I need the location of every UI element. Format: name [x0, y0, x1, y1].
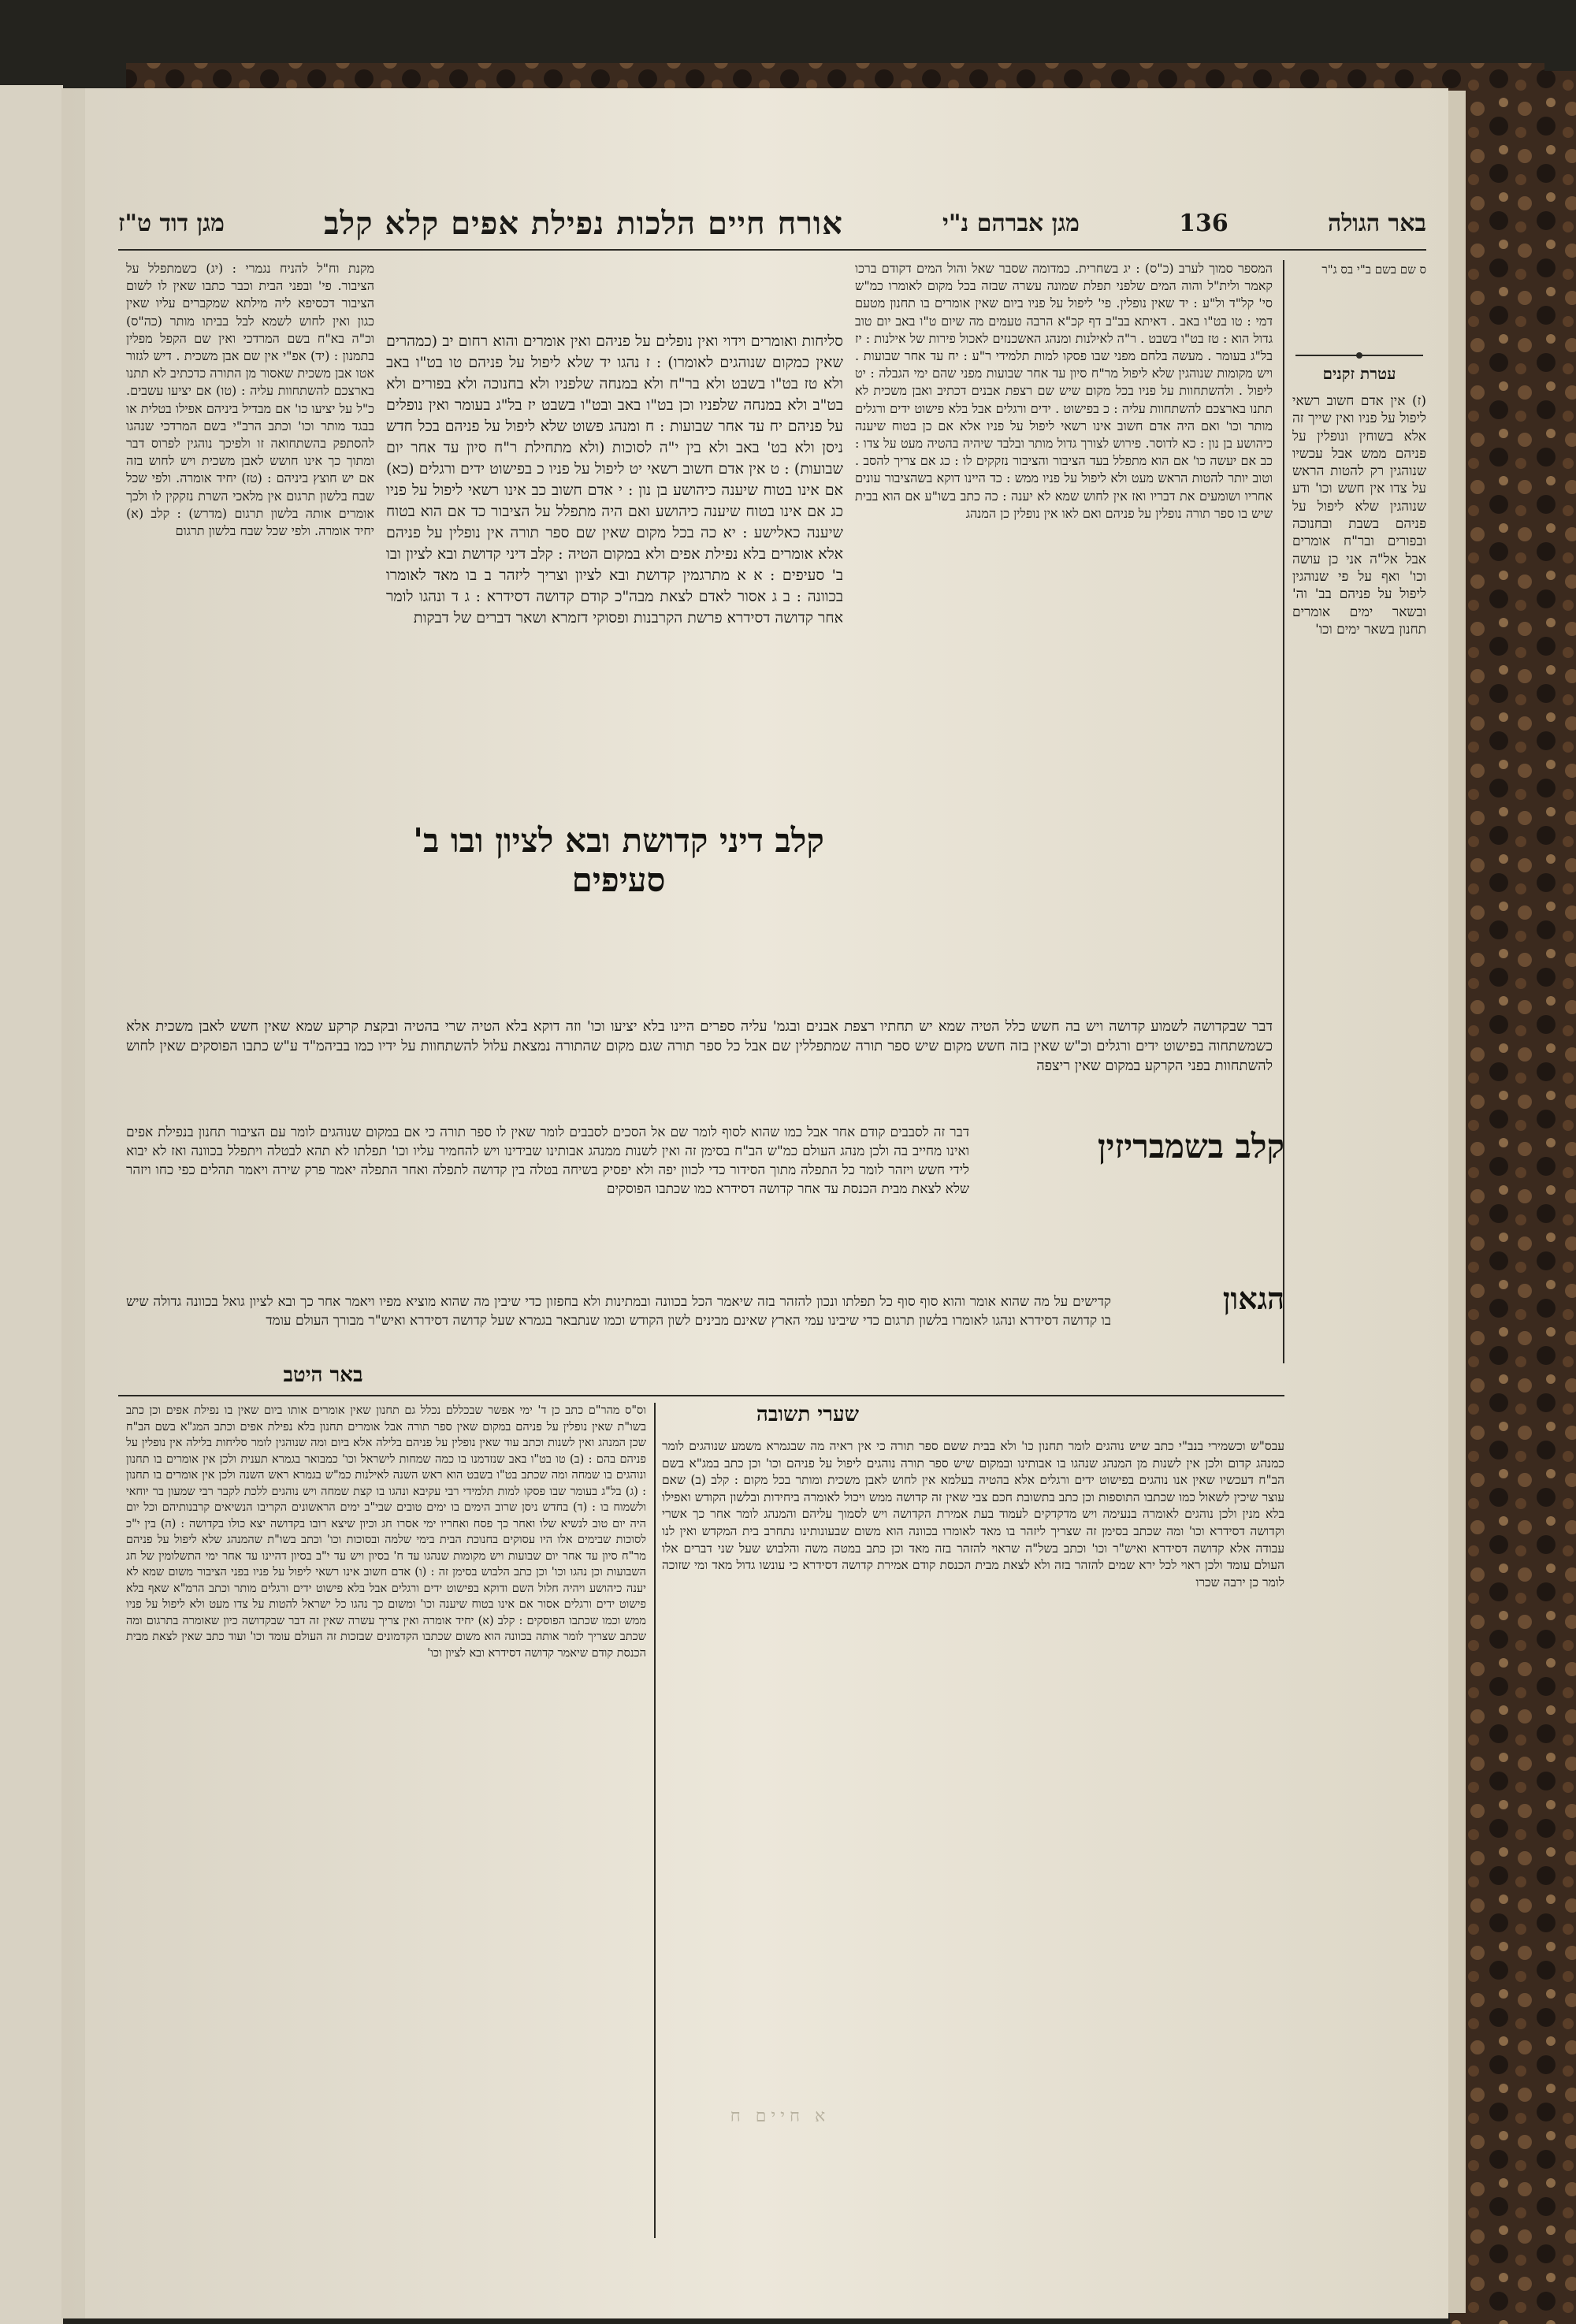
header-magen-david: מגן דוד ט"ז	[118, 209, 225, 237]
book-board-edge	[1450, 71, 1576, 2324]
sidebar-title: עטרת זקנים	[1322, 364, 1396, 383]
shaarei-teshuva-column: עבס"ש וכשמירי בנב"י כתב שיש נוהגים לומר תחנון כו' ולא בבית ששם ספר תורה כי אין ראיה מה שבגמרא משמע שנוהגים לומר כמנהג קדום ולכן אין לשנות מן המנהג שנהגו בו אבותינו ובמקום שיש ספר תורה נוהגים ליפול על פניהם וכו' וכן כתב במג"א בשם הב"ח דעכשיו שאין אנו נוהגים בפישוט ידים ורגלים אלא בהטיה בעלמא אין לחוש לאבן משכית ומותר בכל מקום : קלב (ב) שאם עוצר שיכין לשאול כמו שכתבו התוספות וכן כתב בתשובת חכם צבי שאין זה קדושה ממש ויכול לאומרה ביחידות ובלשון הקודש ואפילו בלא מנין ולכן נוהגים לאומרה בנעימה ויש מדקדקים לעמוד בעת אמירת הקדושה ויש לסמוך עליהם והמנהג לומר אחר כך אשרי וקדושה דסידרא וכו' ומה שכתב בסימן זה שצריך ליזהר בו מאד לאומרו בכוונה הוא משום שבעונותינו נתחרב בית המקדש ואין לנו עבודה אלא קדושה דסידרא ואיש"ר וכו' וכתב בשל"ה שראוי להזהר בזה מאד וכן כתב במטה משה והלבוש שעל שני דברים אלו העולם עומד ולכן ראוי לכל ירא שמים להזהר בזה ולא לצאת מבית הכנסת קודם אמירת קדושה דסידרא כי עונשו גדול מאד ומי שזוכה לומר כן ירבה שכרו	[662, 1439, 1284, 1590]
margin-divider	[1283, 260, 1284, 1363]
taz-column: מקנת וח"ל להניח נגמרי : (יג) כשמתפלל על הציבור. פי' ובפני הבית וכבר כתבו שאין לו לשום הציבור דכסיפא ליה מילתא שמקברים עליו שאין כגון ואין לחוש לשמא לבל בביתו מותר (כה"ס) וכ"ה בא"ח בשם המרדכי ואין שם הקפל מפלין בתמנון : (יד) אפ"י אין שם אבן משכית . דיש לגזור אטו אבן משכית שאסור מן התורה כדכתיב לא תתנו בארצכם להשתחוות עליה : (טו) אם יציעו עשבים. כ"ל על יציעו כו' אם מבדיל ביניהם אפילו בטלית או בבגד מותר וכו' וכתב הרב"י בשם המרדכי שנהגו להסתפק בהשתחואה זו ולפיכך נוהגין לפרוס דבר ומתוך כך אינו חושש לאבן משכית ויש לחוש בזה אם יש חוצץ ביניהם : (טז) יחיד אומרה. ולפי שכל שבח בלשון תרגום אין מלאכי השרת נזקקין לו ולכך אומרים אותה בלשון תרגום (מדרש) : קלב (א) יחיד אומרה. ולפי שכל שבח בלשון תרגום	[126, 261, 374, 539]
subhead-baer-heitev: באר היטב	[283, 1363, 363, 1387]
facing-page-edge	[0, 85, 63, 2324]
header-title: אורח חיים הלכות נפילת אפים קלא קלב	[324, 204, 843, 242]
gutter-shadow	[61, 88, 85, 2318]
subhead-shaarei-teshuva: שערי תשובה	[756, 1403, 860, 1426]
baer-heitev-column: וס"ס מהר"ם כתב כן ד' ימי אפשר שבכללם נכלל גם תחנון שאין אומרים אותו ביום שאין בו נפילת אפים וכן כתב בשו"ת שאין נופלין על פניהם במקום שאין ספר תורה אבל אומרים תחנון בלא נפילת אפים וכתב המג"א בשם הב"ח שכן המנהג ואין לשנות וכתב עוד שאין נופלין על פניהם בלילה אלא ביום ומה שנוהגין לומר סליחות בלילה אין נופלין על פניהם בהם : (ב) טו בט"ו באב שנזדמנו בו כמה שמחות לישראל וכו' כמבואר בגמרא תענית ולכן אין אומרים בו תחנון ונוהגים בו שמחה ומה שכתב בט"ו בשבט הוא ראש השנה לאילנות כמ"ש בגמרא ראש השנה ולכן אין אומרים בו תחנון : (ג) בל"ג בעומר שבו פסקו למות תלמידי רבי עקיבא ונהגו בו קצת שמחה ויש נוהגים ללכת לקבר רבי שמעון בר יוחאי ולשמוח בו : (ד) בחדש ניסן שרוב הימים בו ימים טובים שבי"ב ימים הראשונים הקריבו הנשיאים קרבנותיהם וכל יום היה יום טוב לנשיא שלו ואחר כך פסח ואחריו ימי אסרו חג וכיון שיצא רובו בקדושה יצא כולו בקדושה : (ה) בין י"כ לסוכות שבימים אלו היו עסוקים בחנוכת הבית בימי שלמה ובסוכות וכו' וכתב בשו"ת שהמנהג שלא ליפול על פניהם מר"ח סיון עד אחר יום שבועות ויש מקומות שנהגו עד ח' בסיון ויש עד י"ב בסיון דהיינו עד אחר ימי התשלומין של חג השבועות וכן נהגו וכו' וכן כתב הלבוש בסימן זה : (ו) אדם חשוב אינו רשאי ליפול על פניו בפני הציבור משום שמא לא יענה כיהושע ויהיה חלול השם ודוקא בפישוט ידים ורגלים אבל בלא פישוט ידים ורגלים מותר וכתב הרמ"א שאף בלא פישוט ידים ורגלים אסור אם אינו בטוח שיענה וכו' ומשום כך נהגו כל ישראל להטות על צדו מעט ולא ליפול על פניו ממש וכמו שכתבו הפוסקים : קלב (א) יחיד אומרה ואין צריך עשרה שאין זה דבר שבקדושה כיון שאומרה בתרגום ומה שכתב שצריך לומר אותה בכוונה הוא משום שכתבו הקדמונים שבזכות זה העולם עומד וכו' ועוד כתב שאין לצאת מבית הכנסת קודם שיאמר קדושה דסידרא ובא לציון וכו'	[126, 1404, 646, 1660]
footer-signature: א חיים ח	[730, 2106, 831, 2126]
magen-avraham-column: המספר סמוך לערב (כ"ס) : יג בשחרית. כמדומה שסבר שאל והול המים דקודם ברכו קאמר ולית"ל והוה המים שלפני תפלת שמונה עשרה שבזה בכל מקום לאומרו כמ"ש סי' קל"ד ול"ע : יד שאין נופלין. פי' ליפול על פניו ביום שאין אומרים בו תחנון מטעם דמי : טו בט"ו באב . דאיתא בב"ב דף קכ"א הרבה טעמים מה שיום ט"ו באב יום טוב גדול הוא : טז בט"ו בשבט . ר"ה לאילנות ומנהג האשכנזים לאכול פירות של אילנות : יז בל"ג בעומר . מעשה בלחם מפני שבו פסקו למות תלמידי ר"ע : יח עד אחר שבועות . ויש מקומות שנוהגין שלא ליפול מר"ח סיון עד אחר שבועות מפני שהם ימי הגבלה : יט ליפול . ולהשתחוות על פניו בכל מקום שיש שם רצפת אבנים דכתיב ואבן משכית לא תתנו בארצכם להשתחוות עליה : כ בפישוט . ידים ורגלים אבל בלא פישוט ידים ורגלים מותר וכו' ואם היה אדם חשוב אינו רשאי ליפול על פניו אלא אם כן בטוח שיענה כיהושע בן נון : כא לדוסר. פירוש לצורך גדול מותר ובלבד שיהיה בהטיה מעט על צדו : כב אם יעשה כו' אם הוא מתפלל בעד הציבור והציבור נזקקים לו : כג אם צריך להסב . וטוב יותר להטות הראש מעט ולא ליפול על פניו ממש : כד היינו דוקא בשהציבור עונים אחריו ושומעים את דבריו ואז אין לחוש שמא לא יענה : כה כתב בשו"ע אם הוא בבית שיש בו ספר תורה נופלין על פניהם ואם לאו אין נופלין כן המנהג	[855, 261, 1273, 521]
margin-ornament	[1292, 351, 1426, 359]
section-title-dinei-kedusha: קלב דיני קדושת ובא לציון ובו ב' סעיפים	[413, 821, 824, 899]
body-paragraph-2: דבר זה לסבבים קודם אחר אבל כמו שהוא לסוף לומר שם אל הסכים לסבבים לומר שאין לו ספר תורה כי אם במקום שנוהגים לומר עם הציבור תחנון בנפילת אפים ואינו מחייב בה ולכן מנהג העולם כמ"ש הב"ח בסימן זה ואין לשנות ממנהג אבותינו שבידינו ויש להחמיר עליו וכו' תפלתו לא תהא לבטלה ויתפלל בכוונה ואז לא יבוא לידי חשש ויזהר לומר כל התפלה מתוך הסידור כדי לכוון יפה ולא יפסיק בשיחה בטלה בין קדושה לתפלה ואחר התפלה יאמר פרק שירה ויאמר תהלים כפי כחו ויזהר שלא לצאת מבית הכנסת עד אחר קדושה דסידרא כמו שכתבו הפוסקים	[126, 1125, 969, 1197]
body-paragraph-1: דבר שבקדושה לשמוע קדושה ויש בה חשש כלל הטיה שמא יש תחתיו רצפת אבנים ובגמ' עליה ספרים היינו בלא יציעו וכו' וזה דוקא בלא הטיה שרי בהטיה ובקצת קרקע שמא שאין חשש לאבן משכית אלא כשמשתחוה בפישוט ידים ורגלים וכ"ש שאין בזה חשש מקום שיש ספר תורה שמתפללין שם אבל כל ספר תורה שגם מקום שהתורה נמצאת עלול להשתחוות על ידיו כמו בביהמ"ד ע"ש כתבו הפוסקים שאין לחוש להשתחוות בפני הקרקע במקום שאין ריצפה	[126, 1018, 1273, 1074]
body-paragraph-3: קדישים על מה שהוא אומר והוא סוף סוף כל תפלתו ונכון להזהר בזה שיאמר הכל בכוונה ובמתינות ולא בחפזון כדי שיבין מה שהוא מוציא מפיו ויאמר אחר כך ובא לציון גואל בכוונה גדולה שיש בו קדושה דסידרא ונהגו לאומרו בלשון תרגום כדי שיבינו עמי הארץ שאינם מבינים לשון הקודש וכמו שנתבאר בגמרא שעל קדושה דסידרא ואיש"ר מבורך העולם עומד	[126, 1294, 1111, 1329]
running-header	[118, 195, 1426, 251]
margin-headnote: ס שם בשם ב"י בס ג"ר	[1321, 262, 1426, 277]
section-title-beshmiruzin: קלב בשמבריזין	[1097, 1127, 1284, 1166]
section-title-haggaon: הגאון	[1222, 1281, 1284, 1316]
header-section-label: באר הגולה	[1327, 209, 1426, 237]
header-magen-avraham: מגן אברהם נ"י	[942, 209, 1080, 237]
lower-section-rule	[118, 1395, 1284, 1396]
lower-column-divider	[654, 1403, 656, 2238]
shulchan-aruch-column: סליחות ואומרים וידוי ואין נופלים על פניהם ואין אומרים והוא רחום יב (כמהרים שאין כמקום שנוהגים לאומרו) : ז נהגו יד שלא ליפול על פניהם טו בט"ו באב ולא טז בט"ו בשבט ולא בר"ח ולא במנחה שלפניו ולא בחנוכה ולא בפורים ולא בט"ב ולא במנחה שלפניו וכן בט"ו באב ובט"ו בשבט יז בל"ג בעומר ואין נופלים על פניהם יח עד אחר שבועות : ח ומנהג פשוט שלא ליפול על פניהם בכל חדש ניסן ולא בט' באב ולא בין י"ה לסוכות (ולא מתחילת ר"ח סיון עד אחר יום שבועות) : ט אין אדם חשוב רשאי יט ליפול על פניו כ בפישוט ידים ורגלים (כא) אם אינו בטוח שיענה כיהושע בן נון : י אדם חשוב כב אינו רשאי ליפול על פניו כג אם אינו בטוח שיענה כיהושע ואם היה מתפלל על הציבור כד אם הוא בטוח שיענה כאלישע : יא כה בכל מקום שאין שם ספר תורה אין נופלין על פניהם אלא אומרים בלא נפילת אפים ולא במקום הטיה : קלב דיני קדושת ובא לציון ובו ב' סעיפים : א א מתרגמין קדושת ובא לציון וצריך ליזהר ב בו מאד לאומרו בכוונה : ב ג אסור לאדם לצאת מבה"כ קודם קדושה דסידרא : ג ד ונהגו לומר אחר קדושה דסידרא פרשת הקרבנות ופסוקי דזמרא ושאר דברים של דבקות	[386, 333, 843, 627]
page-number: 136	[1179, 209, 1228, 237]
sidebar-ateret-zkenim: (ז) אין אדם חשוב רשאי ליפול על פניו ואין שייך זה אלא בשוחין ונופלין על פניהם ממש אבל עכשיו שנוהגין רק להטות הראש על צדו אין חשש וכו' ודע שנוהגין שלא ליפול על פניהם בשבת ובחנוכה ובפורים ובר"ח אומרים אבל אל"ה אני כן עושה וכו' ואף על פי שנוהגין ליפול על פניהם בב' וה' ובשאר ימים אומרים תחנון בשאר ימים וכו'	[1292, 393, 1426, 638]
header-rule	[118, 249, 1426, 251]
